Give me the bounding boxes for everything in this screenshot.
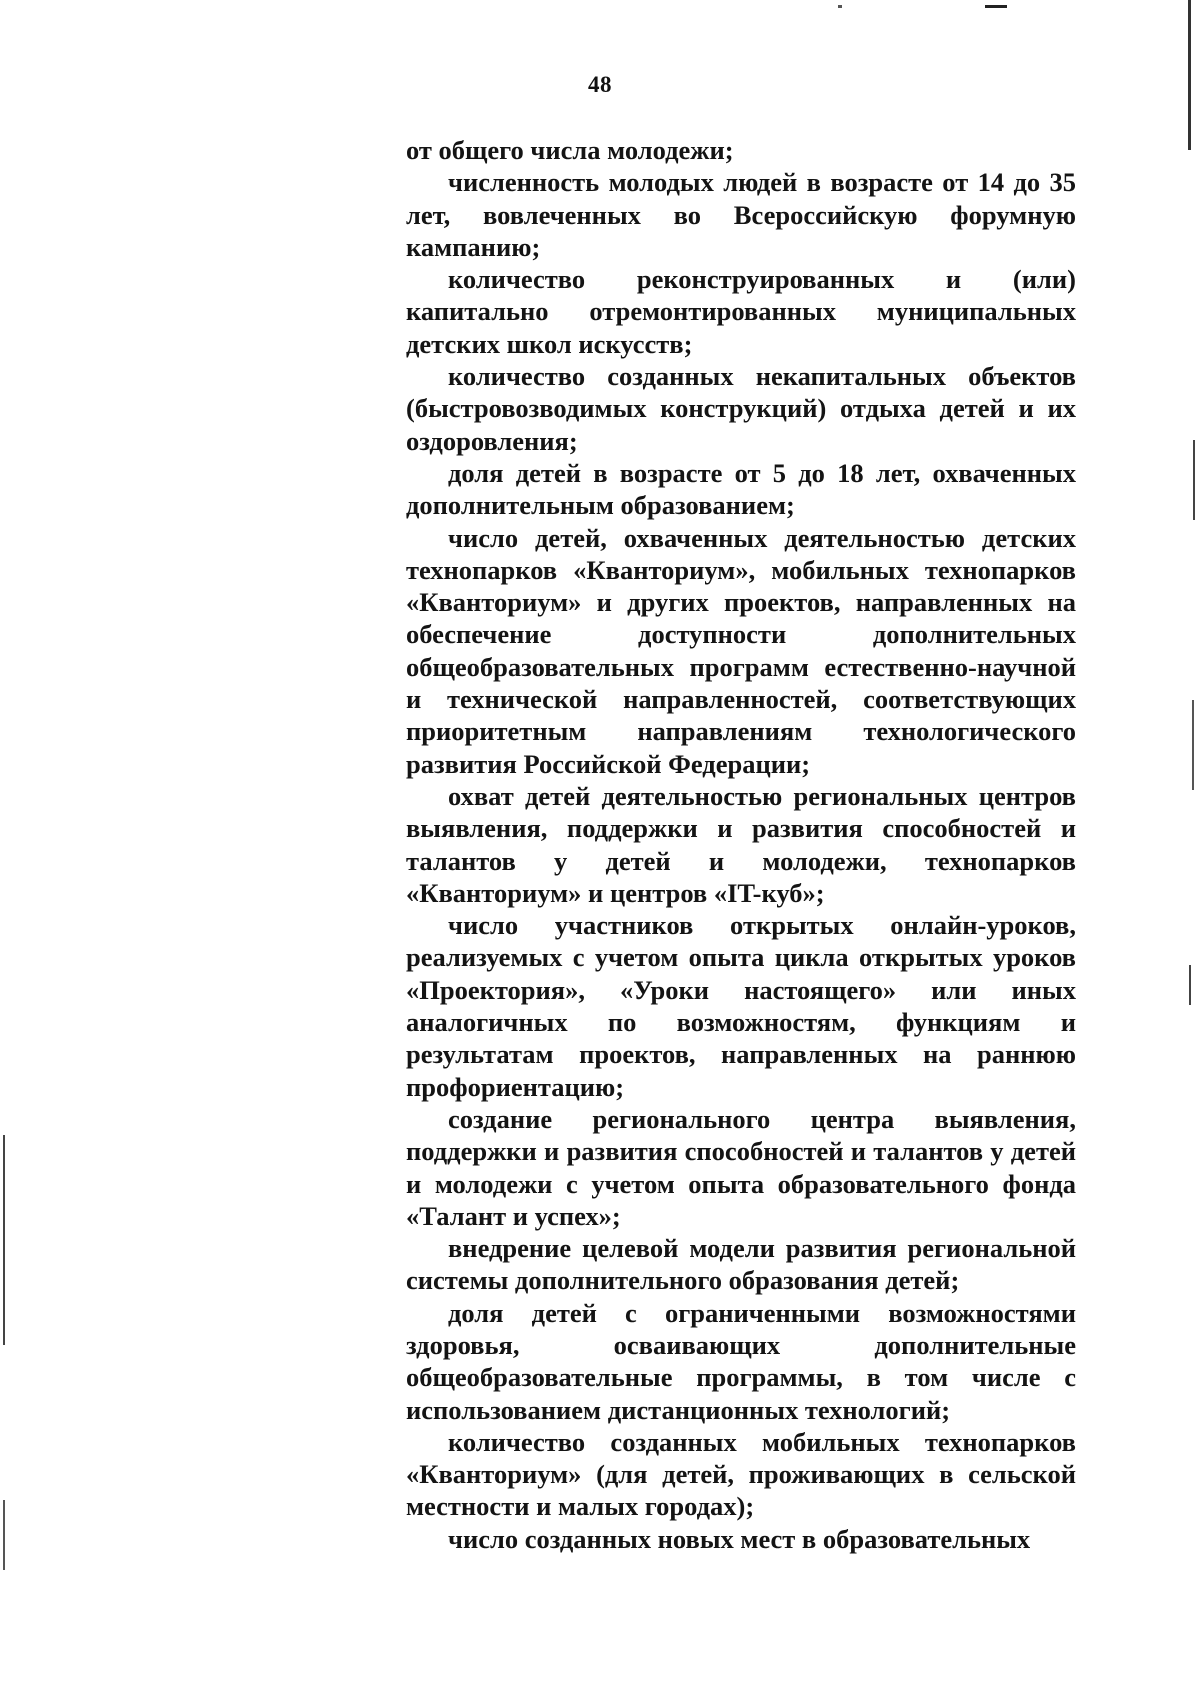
scan-edge-mark: [1193, 440, 1195, 520]
scan-speck: [838, 5, 842, 8]
scan-speck: [985, 5, 1007, 8]
paragraph: количество созданных мобильных технопарков «Кванториум» (для детей, проживающих в сельской местности и малых городах);: [406, 1426, 1076, 1522]
scan-edge-mark: [1189, 965, 1191, 1005]
paragraph: количество реконструированных и (или) капитально отремонтированных муниципальных детских школ искусств;: [406, 264, 1076, 359]
paragraph: доля детей с ограниченными возможностями здоровья, осваивающих дополнительные общеобразовательные программы, в том числе с использованием дистанционных технологий;: [406, 1297, 1076, 1425]
paragraph: доля детей в возрасте от 5 до 18 лет, охваченных дополнительным образованием;: [406, 457, 1076, 521]
paragraph: внедрение целевой модели развития региональной системы дополнительного образования детей;: [406, 1233, 1076, 1296]
page-number: 48: [588, 72, 612, 97]
paragraph: число участников открытых онлайн-уроков, реализуемых с учетом опыта цикла открытых уроков «Проектория», «Уроки настоящего» или иных аналогичных по возможностям, функциям и результатам проектов, направленных на раннюю профориентацию;: [406, 910, 1076, 1102]
body-text: [406, 134, 1076, 1555]
scan-edge-mark: [1192, 700, 1194, 790]
paragraph: число созданных новых мест в образовательных: [448, 1523, 1031, 1554]
paragraph: от общего числа молодежи;: [406, 135, 734, 165]
paragraph: численность молодых людей в возрасте от 14 до 35 лет, вовлеченных во Всероссийскую форумную кампанию;: [406, 167, 1076, 262]
paragraph: создание регионального центра выявления, поддержки и развития способностей и талантов у детей и молодежи с учетом опыта образовательного фонда «Талант и успех»;: [406, 1103, 1076, 1231]
scan-edge-mark: [3, 1135, 5, 1345]
paragraph: охват детей деятельностью региональных центров выявления, поддержки и развития способностей и талантов у детей и молодежи, технопарков «Кванториум» и центров «IT-куб»;: [406, 780, 1076, 908]
scan-edge-mark: [3, 1500, 5, 1570]
paragraph: число детей, охваченных деятельностью детских технопарков «Кванториум», мобильных технопарков «Кванториум» и других проектов, направленных на обеспечение доступности дополнительных общеобразовательных программ естественно-научной и технической направленностей, соответствующих приоритетным направлениям технологического развития Российской Федерации;: [406, 522, 1076, 779]
paragraph: количество созданных некапитальных объектов (быстровозводимых конструкций) отдыха детей и их оздоровления;: [406, 361, 1076, 456]
